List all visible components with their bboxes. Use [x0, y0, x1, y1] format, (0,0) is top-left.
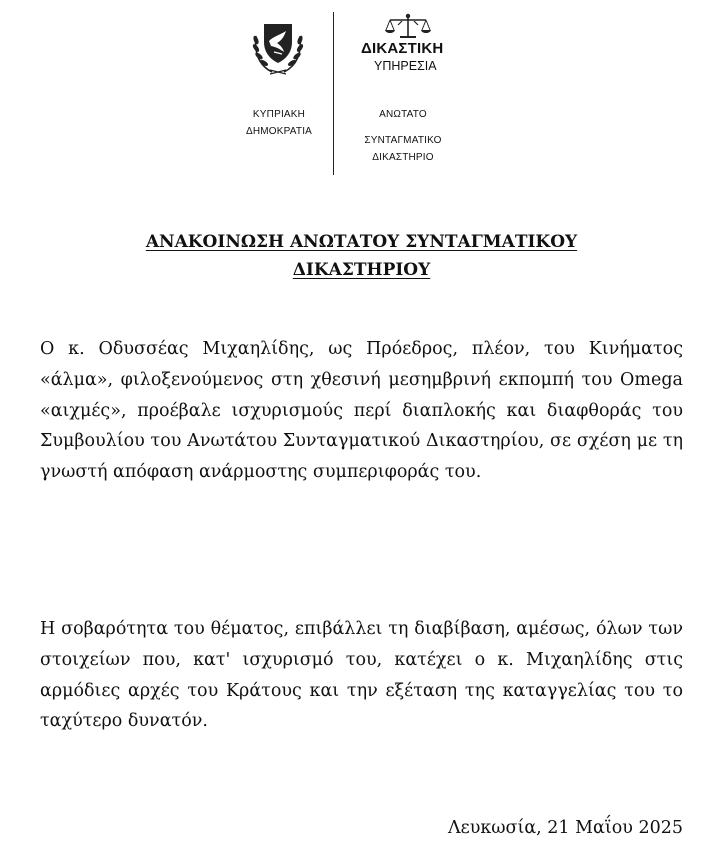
court-label-line1: ΑΝΩΤΑΤΟ — [379, 109, 427, 120]
announcement-heading — [40, 228, 683, 284]
judiciary-title-line1: ΔΙΚΑΣΤΙΚΗ — [361, 40, 444, 57]
scales-of-justice-icon — [384, 12, 432, 40]
dateline: Λευκωσία, 21 Μαΐου 2025 — [447, 818, 683, 838]
republic-label — [232, 106, 326, 140]
judiciary-title-line2: ΥΠΗΡΕΣΙΑ — [374, 59, 437, 73]
letterhead-divider — [333, 12, 334, 175]
republic-label-line1: ΚΥΠΡΙΑΚΗ — [252, 109, 306, 120]
heading-line2: ΔΙΚΑΣΤΗΡΙΟΥ — [292, 260, 431, 280]
republic-label-line2: ΔΗΜΟΚΡΑΤΙΑ — [245, 126, 313, 137]
court-label-line2: ΣΥΝΤΑΓΜΑΤΙΚΟ — [364, 135, 442, 146]
court-label-line3: ΔΙΚΑΣΤΗΡΙΟ — [372, 152, 434, 163]
court-label — [358, 106, 448, 166]
heading-line1: ΑΝΑΚΟΙΝΩΣΗ ΑΝΩΤΑΤΟΥ ΣΥΝΤΑΓΜΑΤΙΚΟΥ — [145, 232, 578, 252]
body-paragraph-2: Η σοβαρότητα του θέματος, επιβάλλει τη διαβίβαση, αμέσως, όλων των στοιχείων που, κατ' ισχυρισμό του, κατέχει ο κ. Μιχαηλίδης στις αρμόδιες αρχές του Κράτους και την εξέταση της καταγγελίας του το ταχύτερο δυνατόν. — [40, 619, 683, 732]
judiciary-title — [361, 41, 459, 74]
body-paragraph-1: Ο κ. Οδυσσέας Μιχαηλίδης, ως Πρόεδρος, πλέον, του Κινήματος «άλμα», φιλοξενούμενος στη χθεσινή μεσημβρινή εκπομπή του Omega «αιχμές», προέβαλε ισχυρισμούς περί διαπλοκής και διαφθοράς του Συμβουλίου του Ανωτάτου Συνταγματικού Δικαστηρίου, σε σχέση με τη γνωστή απόφαση ανάρμοστης συμπεριφοράς του. — [40, 339, 683, 483]
cyprus-coat-of-arms-icon — [250, 14, 306, 78]
